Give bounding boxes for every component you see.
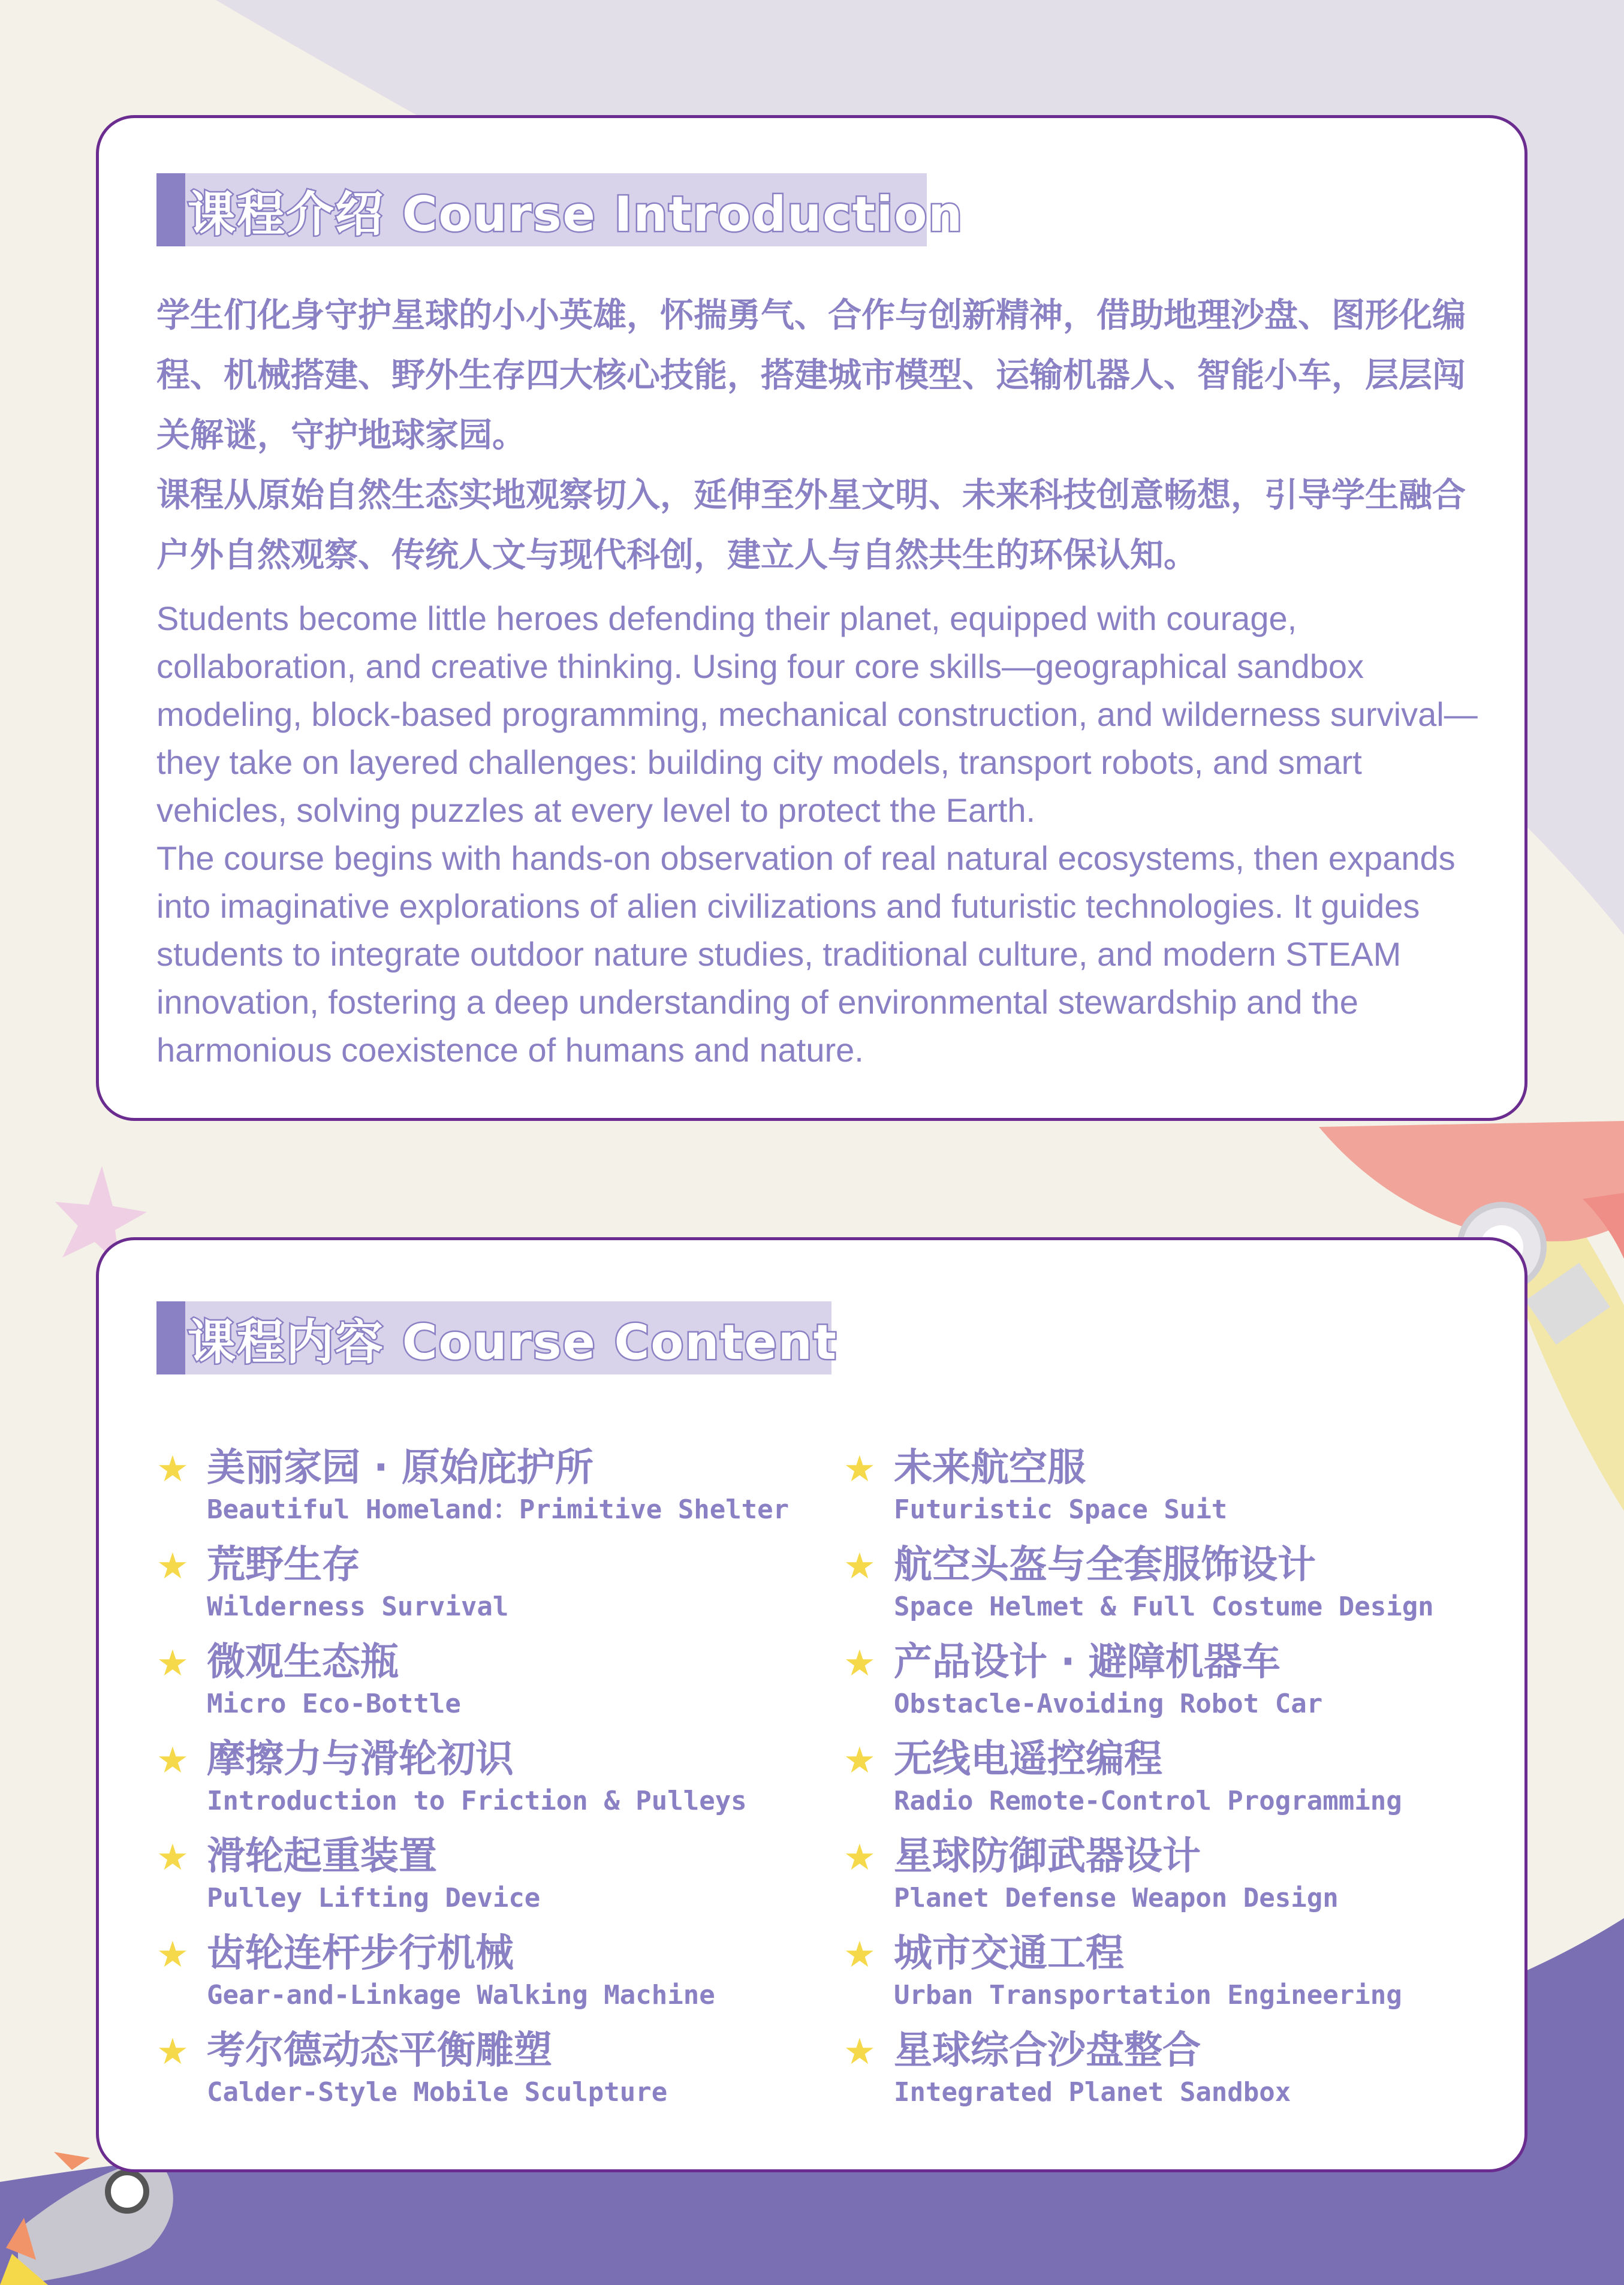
item-title-en: Pulley Lifting Device [207,1883,541,1913]
star-icon: ★ [156,1934,189,1976]
star-icon: ★ [156,2031,189,2073]
list-item [843,2027,1491,2124]
item-title-zh: 微观生态瓶 [207,1640,399,1684]
item-title-en: Radio Remote-Control Programming [894,1786,1402,1816]
list-item [156,1444,804,1541]
item-title-en: Obstacle-Avoiding Robot Car [894,1689,1323,1719]
item-title-zh: 齿轮连杆步行机械 [207,1931,514,1976]
course-list-right [843,1444,1491,2124]
item-title-en: Beautiful Homeland：Primitive Shelter [207,1494,790,1525]
star-icon: ★ [843,2031,876,2073]
star-icon: ★ [843,1545,876,1587]
intro-zh-paragraph-1: 学生们化身守护星球的小小英雄，怀揣勇气、合作与创新精神，借助地理沙盘、图形化编程、机械搭建、野外生存四大核心技能，搭建城市模型、运输机器人、智能小车，层层闯关解谜，守护地球家园。 [156,296,1466,455]
item-title-zh: 城市交通工程 [894,1931,1124,1976]
star-icon: ★ [156,1545,189,1587]
list-item [156,1832,804,1930]
item-title-zh: 荒野生存 [207,1543,360,1587]
item-title-en: Planet Defense Weapon Design [894,1883,1339,1913]
intro-en-paragraph-2: The course begins with hands-on observation of real natural ecosystems, then expands into imaginative explorations of alien civilizations and futuristic technologies. It guides students to integrate outdoor nature studies, traditional culture, and modern STEAM innovation, fostering a deep understanding of environmental stewardship and the harmonious coexistence of humans and nature. [156,839,1456,1069]
item-title-en: Calder-Style Mobile Sculpture [207,2077,668,2108]
item-title-en: Micro Eco-Bottle [207,1689,461,1719]
list-item [843,1638,1491,1735]
item-title-en: Integrated Planet Sandbox [894,2077,1291,2108]
course-introduction-title: 课程介绍 Course Introduction [188,186,964,242]
course-introduction-card [96,115,1527,1121]
list-item [843,1735,1491,1832]
item-title-zh: 摩擦力与滑轮初识 [207,1737,514,1781]
intro-en-paragraph-1: Students become little heroes defending their planet, equipped with courage, collaboration, and creative thinking. Using four core skills—geographical sandbox modeling, block-based programming, mechanical construction, and wilderness survival—they take on layered challenges: building city models, transport robots, and smart vehicles, solving puzzles at every level to protect the Earth. [156,599,1478,829]
item-title-zh: 星球综合沙盘整合 [894,2028,1201,2073]
list-item [156,2027,804,2124]
star-icon: ★ [843,1740,876,1781]
item-title-zh: 考尔德动态平衡雕塑 [207,2028,552,2073]
list-item [843,1444,1491,1541]
item-title-en: Futuristic Space Suit [894,1494,1228,1525]
list-item [156,1930,804,2027]
star-icon: ★ [843,1837,876,1879]
item-title-zh: 美丽家园 · 原始庇护所 [207,1446,593,1490]
item-title-zh: 产品设计 · 避障机器车 [894,1640,1280,1684]
star-icon: ★ [156,1448,189,1490]
list-item [156,1735,804,1832]
intro-english-text [156,595,1499,1074]
list-item [843,1541,1491,1638]
course-content-card [96,1237,1527,2172]
star-icon: ★ [156,1642,189,1684]
item-title-zh: 航空头盔与全套服饰设计 [894,1543,1316,1587]
item-title-en: Wilderness Survival [207,1591,509,1622]
star-icon: ★ [156,1837,189,1879]
intro-chinese-text [156,286,1487,586]
item-title-zh: 未来航空服 [894,1446,1086,1490]
item-title-zh: 星球防御武器设计 [894,1834,1201,1879]
item-title-en: Gear-and-Linkage Walking Machine [207,1980,715,2010]
item-title-zh: 滑轮起重装置 [207,1834,437,1879]
list-item [156,1541,804,1638]
course-introduction-heading [156,173,964,246]
item-title-en: Urban Transportation Engineering [894,1980,1402,2010]
star-icon: ★ [843,1642,876,1684]
list-item [843,1832,1491,1930]
star-icon: ★ [843,1448,876,1490]
star-icon: ★ [156,1740,189,1781]
list-item [156,1638,804,1735]
item-title-en: Introduction to Friction & Pulleys [207,1786,747,1816]
course-content-title: 课程内容 Course Content [188,1314,837,1370]
course-content-heading [156,1301,837,1374]
intro-zh-paragraph-2: 课程从原始自然生态实地观察切入，延伸至外星文明、未来科技创意畅想，引导学生融合户外自然观察、传统人文与现代科创，建立人与自然共生的环保认知。 [156,476,1466,575]
course-list-left [156,1444,804,2124]
star-icon: ★ [843,1934,876,1976]
list-item [843,1930,1491,2027]
item-title-en: Space Helmet & Full Costume Design [894,1591,1434,1622]
item-title-zh: 无线电遥控编程 [894,1737,1162,1781]
